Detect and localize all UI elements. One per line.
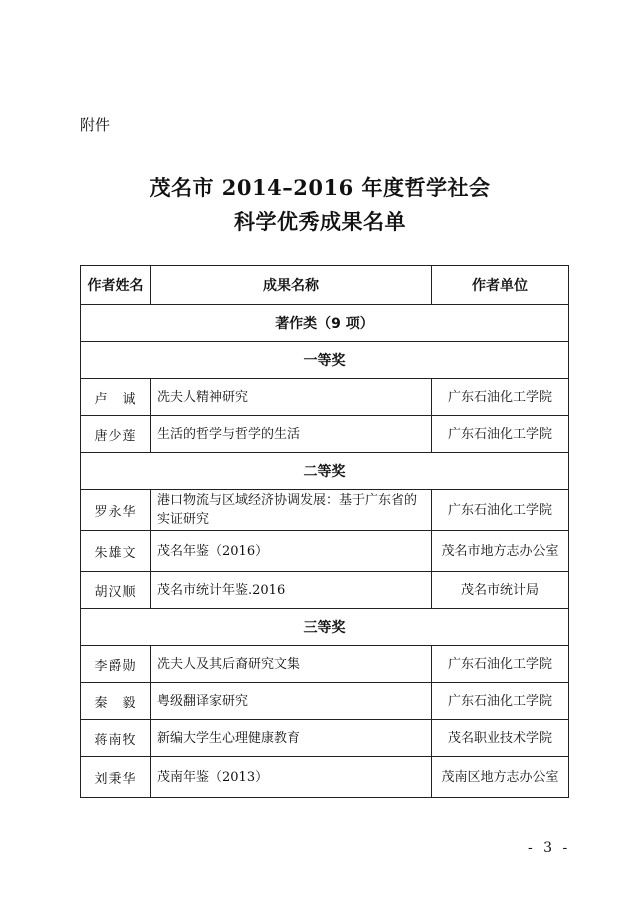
work-cell: 生活的哲学与哲学的生活 [151, 416, 432, 453]
work-cell: 粤级翻译家研究 [151, 683, 432, 720]
work-cell: 茂名年鉴（2016） [151, 531, 432, 572]
unit-cell: 茂名职业技术学院 [432, 720, 569, 757]
unit-cell: 广东石油化工学院 [432, 646, 569, 683]
award-row [81, 342, 569, 379]
author-cell: 李爵勋 [81, 646, 151, 683]
author-cell: 胡汉顺 [81, 572, 151, 609]
table-row [81, 416, 569, 453]
work-cell: 冼夫人及其后裔研究文集 [151, 646, 432, 683]
header-unit: 作者单位 [432, 266, 569, 305]
table-row [81, 646, 569, 683]
award-label: 二等奖 [81, 453, 569, 490]
author-cell: 卢 诚 [81, 379, 151, 416]
author-cell: 朱雄文 [81, 531, 151, 572]
table-row [81, 720, 569, 757]
table-header-row [81, 266, 569, 305]
table-row [81, 490, 569, 531]
author-cell: 罗永华 [81, 490, 151, 531]
unit-cell: 广东石油化工学院 [432, 416, 569, 453]
unit-cell: 广东石油化工学院 [432, 379, 569, 416]
award-row [81, 453, 569, 490]
table-row [81, 757, 569, 798]
results-table [80, 265, 569, 798]
document-title-line2: 科学优秀成果名单 [234, 209, 406, 234]
author-cell: 秦 毅 [81, 683, 151, 720]
header-work: 成果名称 [151, 266, 432, 305]
table-row [81, 683, 569, 720]
unit-cell: 茂名市地方志办公室 [432, 531, 569, 572]
table-row [81, 531, 569, 572]
work-cell: 冼夫人精神研究 [151, 379, 432, 416]
table-row [81, 572, 569, 609]
award-row [81, 609, 569, 646]
work-cell: 茂名市统计年鉴.2016 [151, 572, 432, 609]
author-cell: 蒋南牧 [81, 720, 151, 757]
unit-cell: 茂南区地方志办公室 [432, 757, 569, 798]
category-label: 著作类（9 项） [81, 305, 569, 342]
unit-cell: 茂名市统计局 [432, 572, 569, 609]
header-author: 作者姓名 [81, 266, 151, 305]
table-row [81, 379, 569, 416]
work-cell: 新编大学生心理健康教育 [151, 720, 432, 757]
author-cell: 刘秉华 [81, 757, 151, 798]
page-number: - 3 - [528, 840, 571, 856]
award-label: 一等奖 [81, 342, 569, 379]
author-cell: 唐少莲 [81, 416, 151, 453]
unit-cell: 广东石油化工学院 [432, 490, 569, 531]
document-title-line1: 茂名市 2014–2016 年度哲学社会 [149, 175, 491, 200]
work-cell: 茂南年鉴（2013） [151, 757, 432, 798]
award-label: 三等奖 [81, 609, 569, 646]
attachment-label: 附件 [80, 116, 111, 134]
unit-cell: 广东石油化工学院 [432, 683, 569, 720]
category-row [81, 305, 569, 342]
work-cell: 港口物流与区域经济协调发展：基于广东省的实证研究 [151, 490, 432, 531]
